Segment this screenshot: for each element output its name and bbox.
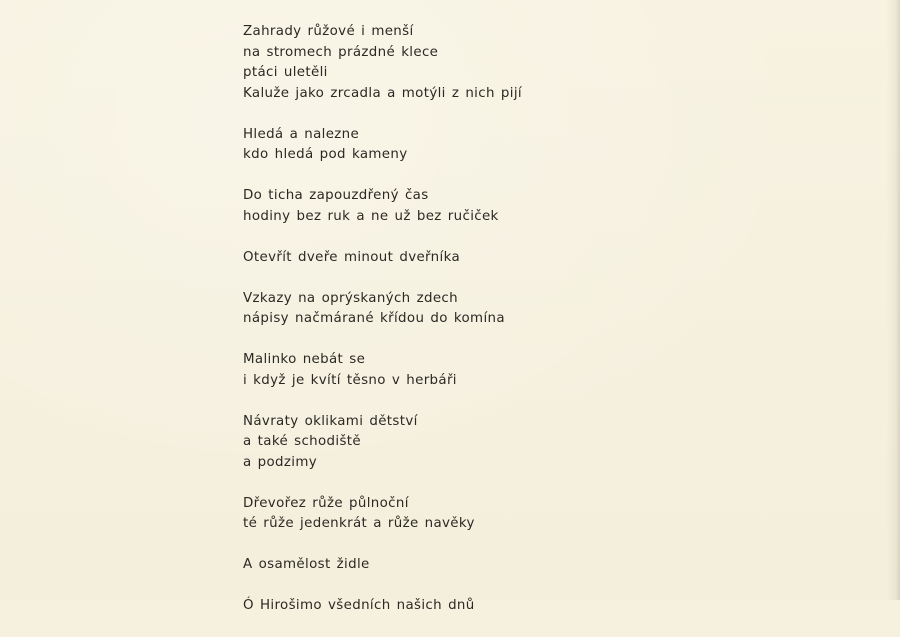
poem-line: Kaluže jako zrcadla a motýli z nich pijí [243,85,522,101]
stanza-4 [243,248,522,269]
poem-line: kdo hledá pod kameny [243,147,408,162]
poem-line: nápisy načmárané křídou do komína [243,311,505,326]
stanza-1 [243,22,522,104]
poem-line: ptáci uletěli [243,65,328,80]
poem-line: a také schodiště [243,434,361,449]
stanza-7 [243,412,522,474]
poem-line: Hledá a nalezne [243,126,360,142]
poem-line: Návraty oklikami dětství [243,413,418,429]
poem-line: Dřevořez růže půlnoční [243,495,409,511]
poem-text [243,22,522,637]
poem-line: i když je kvítí těsno v herbáři [243,372,457,388]
stanza-9 [243,555,522,576]
stanza-10 [243,596,522,617]
page-edge-shadow [886,0,900,600]
poem-line: Otevřít dveře minout dveřníka [243,249,461,265]
stanza-3 [243,186,522,227]
poem-line: Malinko nebát se [243,352,366,367]
poem-line: A osamělost židle [243,557,370,572]
poem-line: Ó Hirošimo všedních našich dnů [243,598,475,613]
poem-line: Zahrady růžové i menší [243,24,414,39]
poem-line: a podzimy [243,454,318,470]
poem-line: hodiny bez ruk a ne už bez ručiček [243,208,499,224]
poem-line: Do ticha zapouzdřený čas [243,188,429,203]
stanza-8 [243,494,522,535]
stanza-6 [243,350,522,391]
poem-line: Vzkazy na oprýskaných zdech [243,290,458,306]
stanza-5 [243,289,522,330]
stanza-2 [243,125,522,166]
poem-line: té růže jedenkrát a růže navěky [243,516,475,531]
poem-line: na stromech prázdné klece [243,44,439,60]
